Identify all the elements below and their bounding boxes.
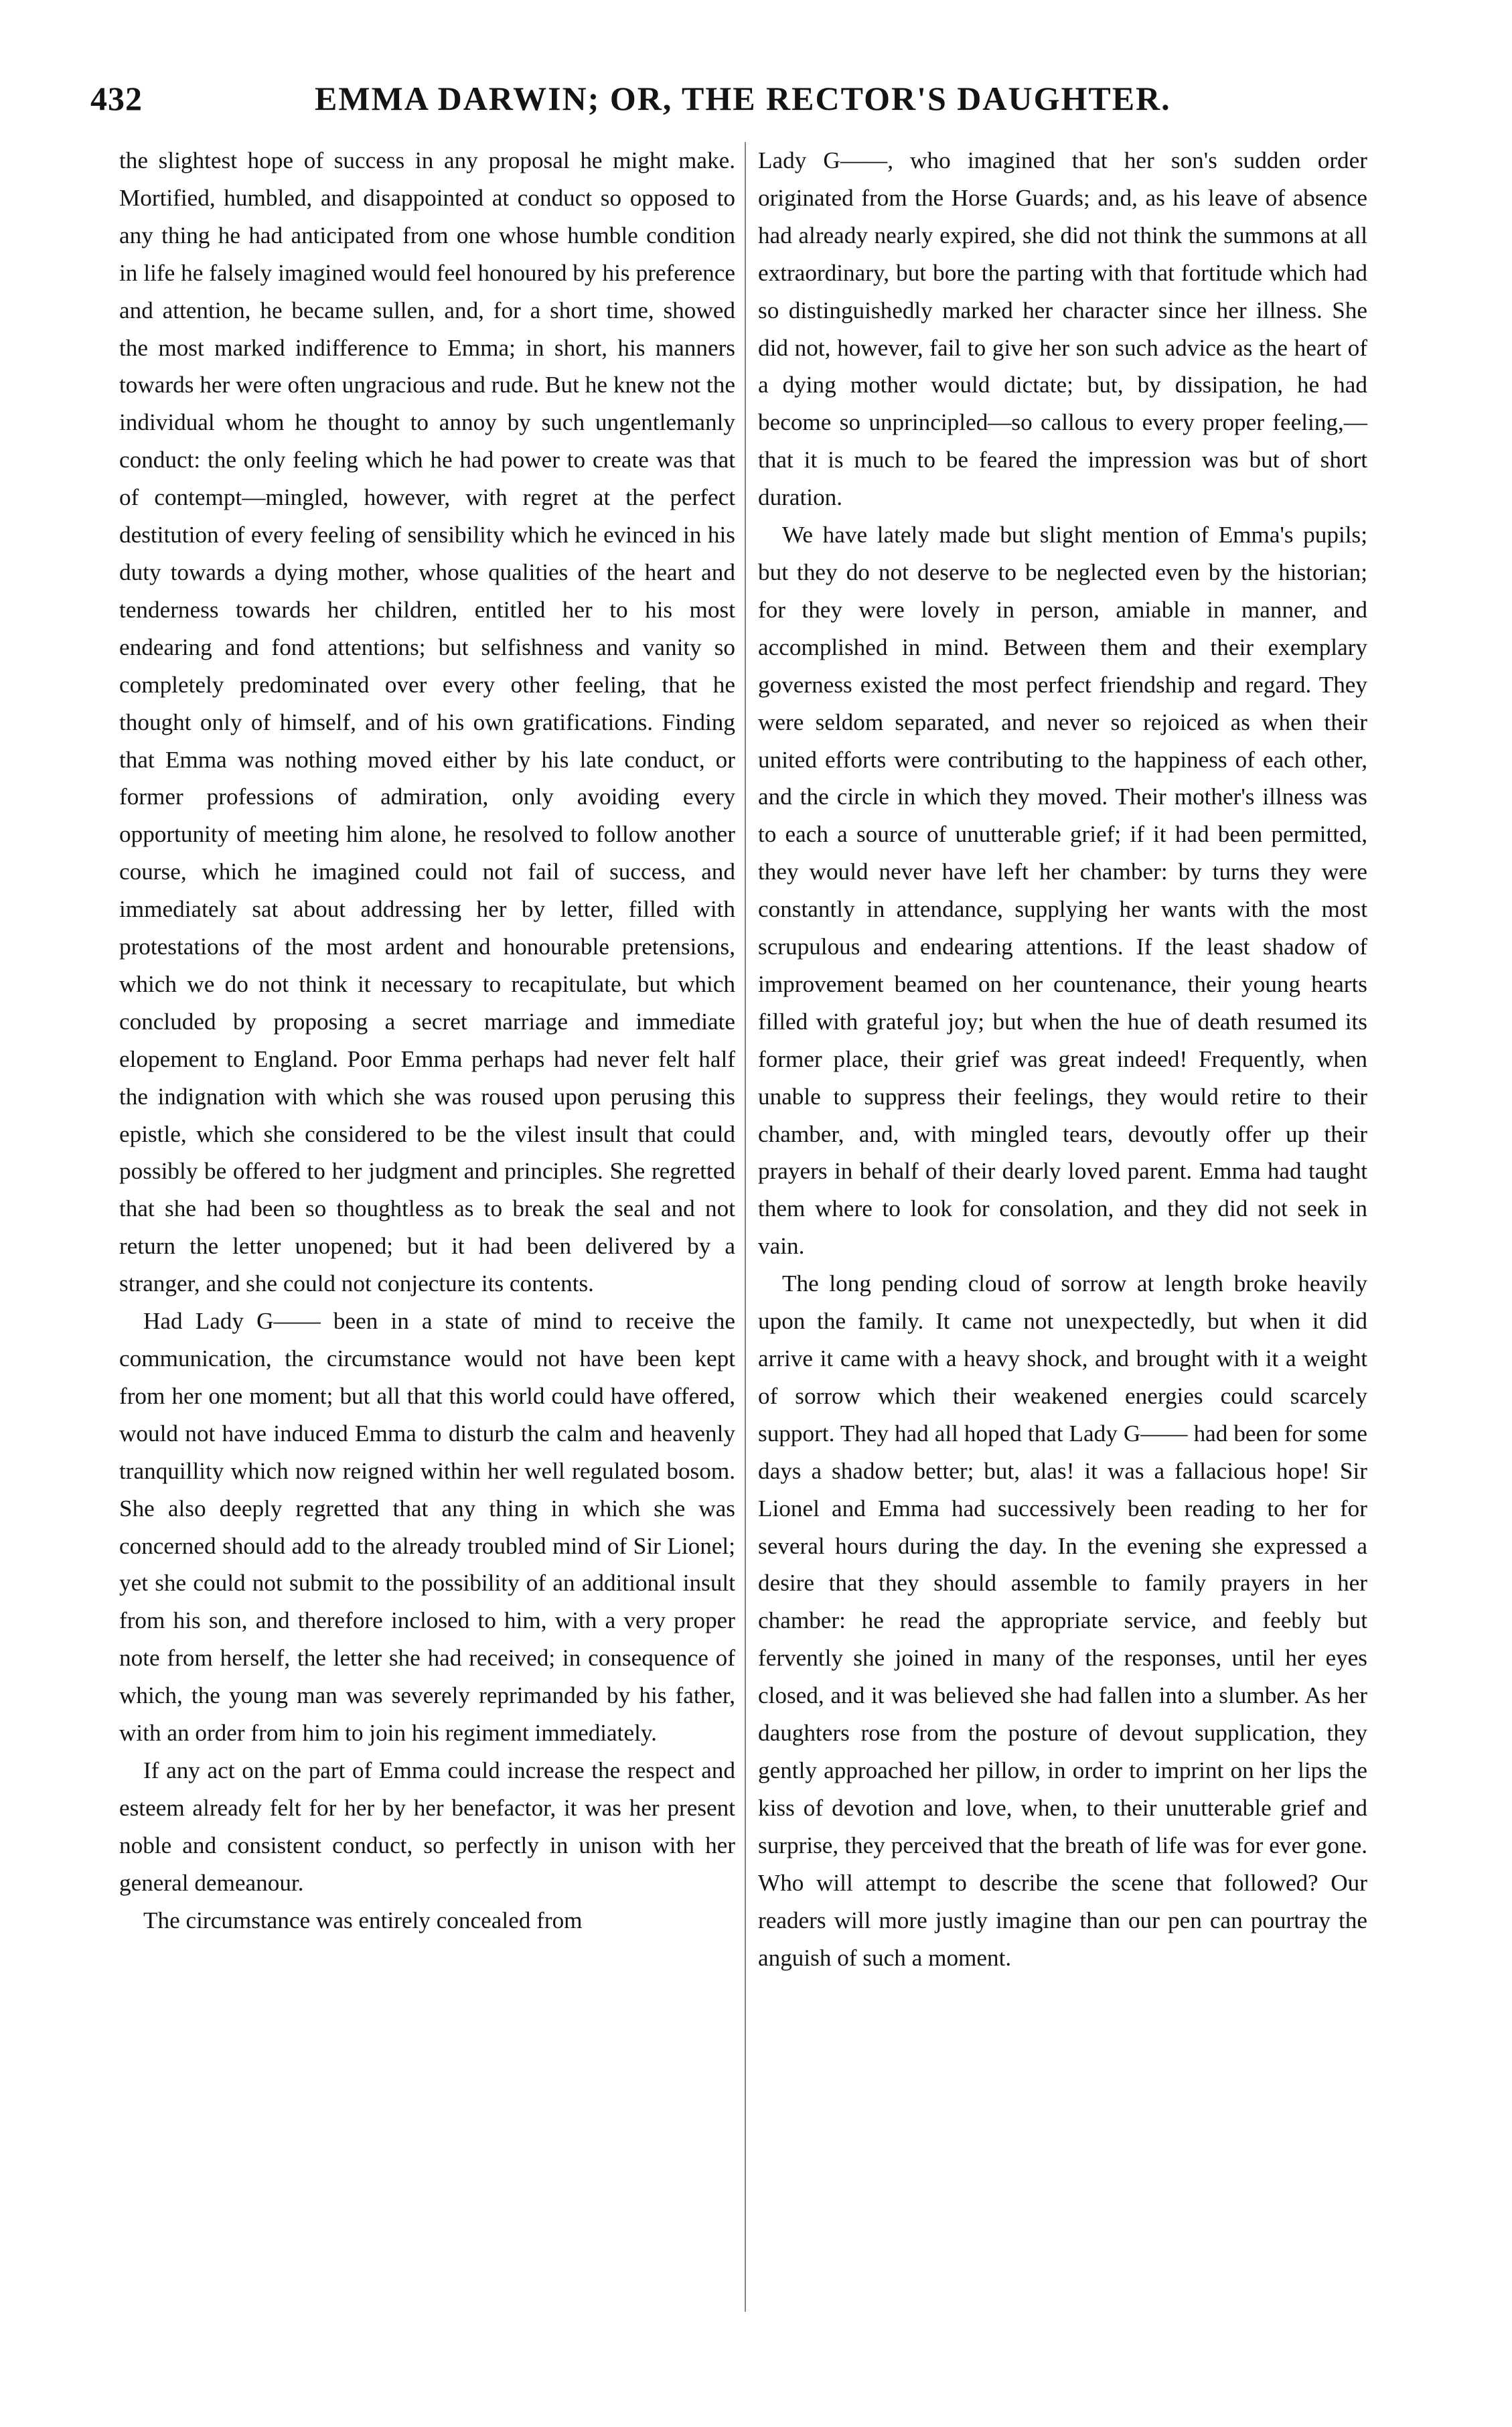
right-column — [758, 142, 1367, 1976]
paragraph: Had Lady G—— been in a state of mind to receive the communication, the circumstance would not have been kept from her one moment; but all that this world could have offered, would not have induced Emma to disturb the calm and heavenly tranquillity which now reigned within her well regulated bosom. She also deeply regretted that any thing in which she was concerned should add to the already troubled mind of Sir Lionel; yet she could not submit to the possibility of an additional insult from his son, and therefore inclosed to him, with a very proper note from herself, the letter she had received; in consequence of which, the young man was severely reprimanded by his father, with an order from him to join his regiment immediately. — [119, 1308, 735, 1747]
paragraph: The circumstance was entirely concealed from — [143, 1907, 583, 1933]
column-divider — [745, 142, 746, 2312]
paragraph: the slightest hope of success in any proposal he might make. Mortified, humbled, and disappointed at conduct so opposed to any thing he had anticipated from one whose humble condition in life he falsely imagined would feel honoured by his preference and attention, he became sullen, and, for a short time, showed the most marked indifference to Emma; in short, his manners towards her were often ungracious and rude. But he knew not the individual whom he thought to annoy by such ungentlemanly conduct: the only feeling which he had power to create was that of contempt—mingled, however, with regret at the perfect destitution of every feeling of sensibility which he evinced in his duty towards a dying mother, whose qualities of the heart and tenderness towards her children, entitled her to his most endearing and fond attentions; but selfishness and vanity so completely predominated over every other feeling, that he thought only of himself, and of his own gratifications. Finding that Emma was nothing moved either by his late conduct, or former professions of admiration, only avoiding every opportunity of meeting him alone, he resolved to follow another course, which he imagined could not fail of success, and immediately sat about addressing her by letter, filled with protestations of the most ardent and honourable pretensions, which we do not think it necessary to recapitulate, but which concluded by proposing a secret marriage and immediate elopement to England. Poor Emma perhaps had never felt half the indignation with which she was roused upon perusing this epistle, which she considered to be the vilest insult that could possibly be offered to her judgment and principles. She regretted that she had been so thoughtless as to break the seal and not return the letter unopened; but it had been delivered by a stranger, and she could not conjecture its contents. — [119, 147, 735, 1297]
paragraph: The long pending cloud of sorrow at length broke heavily upon the family. It came not unexpectedly, but when it did arrive it came with a heavy shock, and brought with it a weight of sorrow which their weakened energies could scarcely support. They had all hoped that Lady G—— had been for some days a shadow better; but, alas! it was a fallacious hope! Sir Lionel and Emma had successively been reading to her for several hours during the day. In the evening she expressed a desire that they should assemble to family prayers in her chamber: he read the appropriate service, and feebly but fervently she joined in many of the responses, until her eyes closed, and it was believed she had fallen into a slumber. As her daughters rose from the posture of devout supplication, they gently approached her pillow, in order to imprint on her lips the kiss of devotion and love, when, to their unutterable grief and surprise, they perceived that the breath of life was for ever gone. Who will attempt to describe the scene that followed? Our readers will more justly imagine than our pen can pourtray the anguish of such a moment. — [758, 1270, 1367, 1971]
left-column — [119, 142, 735, 1939]
page-header — [90, 79, 1171, 133]
paragraph: Lady G——, who imagined that her son's sudden order originated from the Horse Guards; and, as his leave of absence had already nearly expired, she did not think the summons at all extraordinary, but bore the parting with that fortitude which had so distinguishedly marked her character since her illness. She did not, however, fail to give her son such advice as the heart of a dying mother would dictate; but, by dissipation, he had become so unprincipled—so callous to every proper feeling,—that it is much to be feared the impression was but of short duration. — [758, 147, 1367, 511]
paragraph: If any act on the part of Emma could increase the respect and esteem already felt for her by her benefactor, it was her present noble and consistent conduct, so perfectly in unison with her general demeanour. — [119, 1757, 735, 1896]
paragraph: We have lately made but slight mention of Emma's pupils; but they do not deserve to be neglected even by the historian; for they were lovely in person, amiable in manner, and accomplished in mind. Between them and their exemplary governess existed the most perfect friendship and regard. They were seldom separated, and never so rejoiced as when their united efforts were contributing to the happiness of each other, and the circle in which they moved. Their mother's illness was to each a source of unutterable grief; if it had been permitted, they would never have left her chamber: by turns they were constantly in attendance, supplying her wants with the most scrupulous and endearing attentions. If the least shadow of improvement beamed on her countenance, their young hearts filled with grateful joy; but when the hue of death resumed its former place, their grief was great indeed! Frequently, when unable to suppress their feelings, they would retire to their chamber, and, with mingled tears, devoutly offer up their prayers in behalf of their dearly loved parent. Emma had taught them where to look for consolation, and they did not seek in vain. — [758, 522, 1367, 1260]
running-title: EMMA DARWIN; OR, THE RECTOR'S DAUGHTER. — [315, 80, 1171, 117]
page-number: 432 — [90, 80, 143, 117]
